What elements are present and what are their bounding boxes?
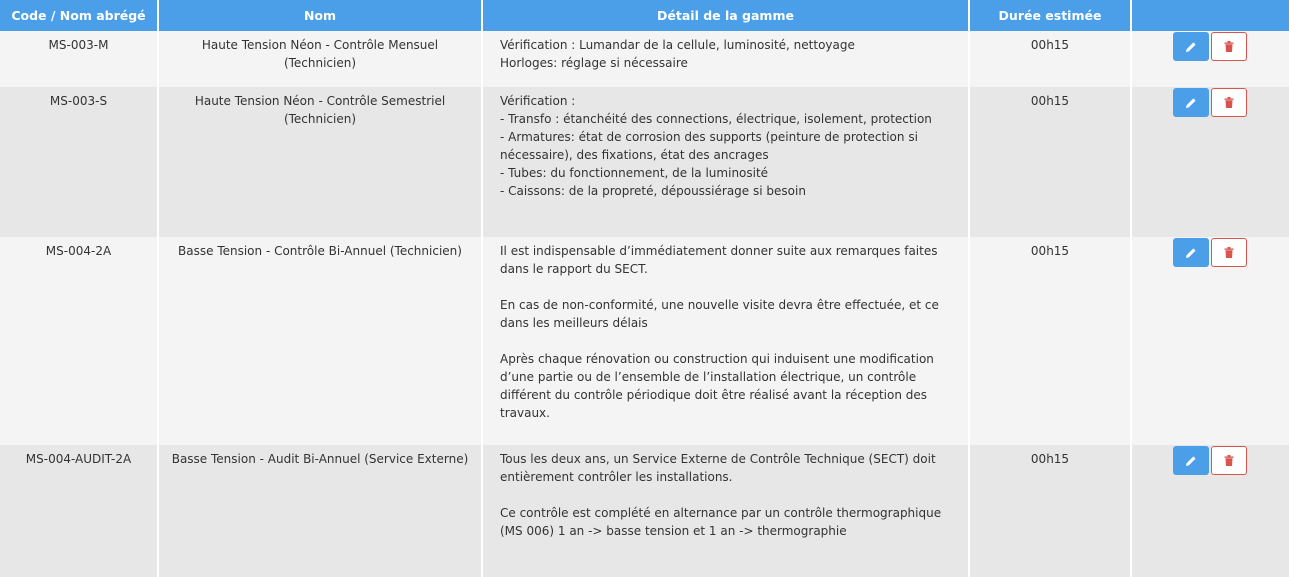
edit-button[interactable] <box>1173 32 1209 61</box>
delete-button[interactable] <box>1211 446 1247 475</box>
table-row <box>0 31 1289 87</box>
edit-button[interactable] <box>1173 238 1209 267</box>
trash-icon <box>1224 41 1234 52</box>
delete-button[interactable] <box>1211 32 1247 61</box>
pencil-icon <box>1185 41 1197 53</box>
cell-name: Haute Tension Néon - Contrôle Mensuel (Technicien) <box>158 31 482 87</box>
table-row <box>0 237 1289 445</box>
table-row <box>0 445 1289 577</box>
trash-icon <box>1224 97 1234 108</box>
pencil-icon <box>1185 247 1197 259</box>
table-header-row <box>0 0 1289 31</box>
edit-button[interactable] <box>1173 446 1209 475</box>
cell-code: MS-004-AUDIT-2A <box>0 445 158 577</box>
detail-text: Vérification : - Transfo : étanchéité des connections, électrique, isolement, protection - Armatures: état de corrosion des supports (peinture de protection si nécessaire), des fixations, état des ancrages - Tubes: du fonctionnement, de la luminosité - Caissons: de la propreté, dépoussiérage si besoin <box>500 94 932 198</box>
trash-icon <box>1224 247 1234 258</box>
pencil-icon <box>1185 455 1197 467</box>
cell-code: MS-004-2A <box>0 237 158 445</box>
edit-button[interactable] <box>1173 88 1209 117</box>
trash-icon <box>1224 455 1234 466</box>
cell-name: Basse Tension - Contrôle Bi-Annuel (Technicien) <box>158 237 482 445</box>
cell-name: Haute Tension Néon - Contrôle Semestriel (Technicien) <box>158 87 482 237</box>
cell-code: MS-003-M <box>0 31 158 87</box>
cell-actions <box>1131 87 1289 237</box>
table-row <box>0 87 1289 237</box>
header-code[interactable]: Code / Nom abrégé <box>0 0 158 31</box>
cell-detail <box>482 237 969 445</box>
header-actions <box>1131 0 1289 31</box>
cell-detail <box>482 445 969 577</box>
detail-text: Il est indispensable d’immédiatement donner suite aux remarques faites dans le rapport du SECT. En cas de non-conformité, une nouvelle visite devra être effectuée, et ce dans les meilleurs délais Après chaque rénovation ou construction qui induisent une modification d’une partie ou de l’ensemble de l’installation électrique, un contrôle différent du contrôle périodique doit être réalisé avant la réception des travaux. <box>500 244 939 420</box>
cell-code: MS-003-S <box>0 87 158 237</box>
delete-button[interactable] <box>1211 238 1247 267</box>
pencil-icon <box>1185 97 1197 109</box>
cell-duration: 00h15 <box>969 31 1131 87</box>
cell-actions <box>1131 445 1289 577</box>
detail-text: Vérification : Lumandar de la cellule, luminosité, nettoyage Horloges: réglage si nécessaire <box>500 38 855 70</box>
cell-actions <box>1131 237 1289 445</box>
cell-detail <box>482 31 969 87</box>
cell-duration: 00h15 <box>969 87 1131 237</box>
cell-actions <box>1131 31 1289 87</box>
detail-text: Tous les deux ans, un Service Externe de Contrôle Technique (SECT) doit entièrement contrôler les installations. Ce contrôle est complété en alternance par un contrôle thermographique (MS 006) 1 an -> basse tension et 1 an -> thermographie <box>500 452 942 538</box>
cell-name: Basse Tension - Audit Bi-Annuel (Service Externe) <box>158 445 482 577</box>
cell-duration: 00h15 <box>969 237 1131 445</box>
header-detail[interactable]: Détail de la gamme <box>482 0 969 31</box>
cell-detail <box>482 87 969 237</box>
cell-duration: 00h15 <box>969 445 1131 577</box>
header-duration[interactable]: Durée estimée <box>969 0 1131 31</box>
delete-button[interactable] <box>1211 88 1247 117</box>
header-name[interactable]: Nom <box>158 0 482 31</box>
